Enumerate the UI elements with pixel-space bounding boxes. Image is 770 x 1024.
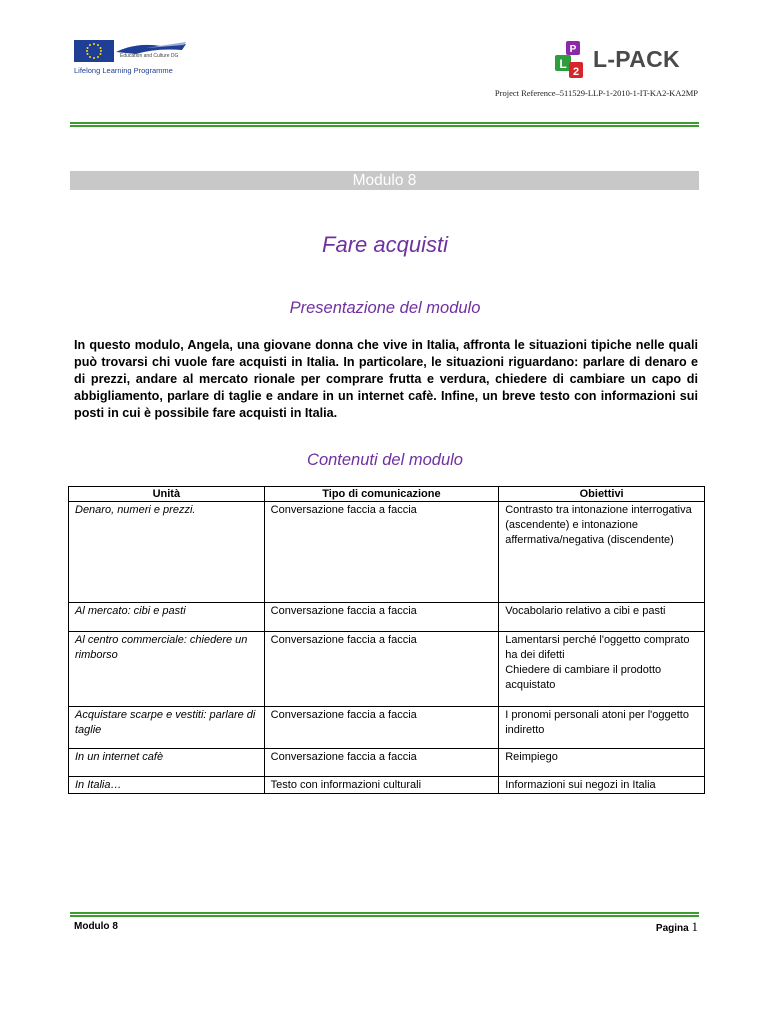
- lpack-tile-2: 2: [572, 66, 580, 78]
- objectives-cell: Contrasto tra intonazione interrogativa (ascendente) e intonazione affermativa/negativa (discendente): [499, 502, 705, 603]
- table-row: [69, 632, 705, 707]
- lpack-tile-p: P: [569, 44, 577, 55]
- header-divider: [70, 122, 699, 127]
- objectives-cell: Informazioni sui negozi in Italia: [499, 777, 705, 794]
- footer-page-label: [656, 919, 698, 935]
- footer-module-label: Modulo 8: [74, 921, 118, 932]
- objectives-cell: Lamentarsi perché l'oggetto comprato ha dei difetti Chiedere di cambiare il prodotto acquistato: [499, 632, 705, 707]
- eu-flag-icon: [74, 40, 114, 62]
- presentation-heading: Presentazione del modulo: [289, 299, 481, 317]
- table-row: [69, 749, 705, 777]
- column-header-type: Tipo di comunicazione: [264, 487, 499, 502]
- unit-cell: Al centro commerciale: chiedere un rimborso: [69, 632, 265, 707]
- type-cell: Conversazione faccia a faccia: [264, 632, 499, 707]
- presentation-text: In questo modulo, Angela, una giovane donna che vive in Italia, affronta le situazioni tipiche nelle quali può trovarsi chi vuole fare acquisti in Italia. In particolare, le situazioni riguardano: parlare di denaro e di prezzi, andare al mercato rionale per comprare frutta e verdura, chiedere di cambiare un capo di abbigliamento, parlare di taglie e andare in un internet cafè. Infine, un breve testo con informazioni sui posti in cui è possibile fare acquisti in Italia.: [74, 338, 698, 420]
- table-row: [69, 777, 705, 794]
- lpack-logo-text: L-PACK: [593, 46, 680, 72]
- lpack-tiles-icon: [553, 40, 593, 80]
- unit-cell: Al mercato: cibi e pasti: [69, 603, 265, 632]
- lpack-tile-l: L: [559, 57, 567, 71]
- footer-divider: [70, 912, 699, 917]
- table-row: [69, 707, 705, 749]
- column-header-objectives: Obiettivi: [499, 487, 705, 502]
- objectives-cell: Vocabolario relativo a cibi e pasti: [499, 603, 705, 632]
- header: [0, 0, 770, 110]
- contents-heading: Contenuti del modulo: [307, 451, 463, 469]
- column-header-unit: Unità: [69, 487, 265, 502]
- type-cell: Conversazione faccia a faccia: [264, 502, 499, 603]
- unit-cell: Denaro, numeri e prezzi.: [69, 502, 265, 603]
- lpack-logo: [553, 40, 703, 80]
- table-header-row: [69, 487, 705, 502]
- unit-cell: In Italia…: [69, 777, 265, 794]
- type-cell: Conversazione faccia a faccia: [264, 707, 499, 749]
- objectives-cell: Reimpiego: [499, 749, 705, 777]
- table-row: [69, 603, 705, 632]
- type-cell: Conversazione faccia a faccia: [264, 749, 499, 777]
- project-reference: Project Reference–511529-LLP-1-2010-1-IT-KA2-KA2MP: [494, 88, 698, 98]
- unit-cell: In un internet cafè: [69, 749, 265, 777]
- type-cell: Conversazione faccia a faccia: [264, 603, 499, 632]
- eu-lifelong-learning-logo: [74, 40, 194, 80]
- unit-cell: Acquistare scarpe e vestiti: parlare di taglie: [69, 707, 265, 749]
- table-row: [69, 502, 705, 603]
- objectives-cell: I pronomi personali atoni per l'oggetto indiretto: [499, 707, 705, 749]
- contents-table: [68, 486, 705, 794]
- module-bar: Modulo 8: [70, 171, 699, 190]
- eu-dg-label: Education and Culture DG: [120, 53, 179, 59]
- page-title: Fare acquisti: [322, 232, 448, 257]
- footer-page-word: Pagina: [655, 923, 689, 934]
- type-cell: Testo con informazioni culturali: [264, 777, 499, 794]
- page-number: 1: [691, 919, 698, 934]
- eu-logo-caption: Lifelong Learning Programme: [74, 66, 173, 75]
